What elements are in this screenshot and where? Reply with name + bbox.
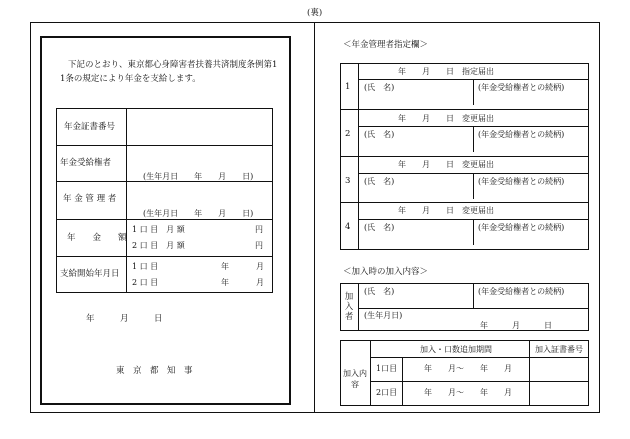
entry-3-header: 年 月 日 変更届出	[398, 160, 494, 169]
start-month-1: 月	[256, 262, 264, 271]
beneficiary-label: 年金受給権者	[60, 158, 112, 168]
manager-birth: (生年月日 年 月 日)	[143, 209, 254, 218]
row-1-range: 年 月〜 年 月	[424, 364, 512, 373]
beneficiary-birth: (生年月日 年 月 日)	[143, 172, 254, 181]
page-side-label: (裏)	[307, 8, 323, 18]
entry-4-header: 年 月 日 変更届出	[398, 206, 494, 215]
start-row-2: 2 口 目	[132, 278, 159, 287]
joiner-birth-ym: 年 月 日	[480, 321, 552, 330]
join-content-label: 加入内容	[343, 369, 367, 389]
governor-signature: 東 京 都 知 事	[116, 366, 193, 376]
amount-yen-1: 円	[255, 225, 263, 234]
row-2-label: 2口目	[376, 388, 398, 397]
joiner-label: 加入者	[344, 292, 354, 322]
amount-label: 年 金 額	[67, 233, 127, 243]
entry-1-number: 1	[345, 82, 351, 92]
entry-2-relation: (年金受給権者との続柄)	[478, 130, 565, 139]
start-year-1: 年	[221, 262, 229, 271]
cert-number-header: 加入証書番号	[535, 345, 583, 354]
entry-2-number: 2	[345, 129, 351, 139]
entry-2-header: 年 月 日 変更届出	[398, 114, 494, 123]
manager-label: 年 金 管 理 者	[63, 194, 117, 204]
row-1-label: 1口目	[376, 364, 398, 373]
entry-3-relation: (年金受給権者との続柄)	[478, 177, 565, 186]
manager-section-title: ＜年金管理者指定欄＞	[343, 40, 429, 50]
start-row-1: 1 口 目	[132, 262, 159, 271]
join-section-title: ＜加入時の加入内容＞	[343, 267, 429, 277]
entry-3-number: 3	[345, 176, 351, 186]
period-header: 加入・口数追加期間	[420, 345, 492, 354]
start-year-2: 年	[221, 278, 229, 287]
issue-date: 年 月 日	[86, 314, 163, 324]
entry-3-name: (氏 名)	[364, 177, 395, 186]
entry-4-relation: (年金受給権者との続柄)	[478, 223, 565, 232]
entry-2-name: (氏 名)	[364, 130, 395, 139]
pension-number-label: 年金証書番号	[64, 122, 116, 132]
intro-line-2: 1条の規定により年金を支給します。	[60, 74, 201, 84]
entry-1-header: 年 月 日 指定届出	[398, 67, 494, 76]
entry-1-name: (氏 名)	[364, 83, 395, 92]
amount-row-1: 1 口 目 月 額	[132, 225, 185, 234]
start-date-label: 支給開始年月日	[60, 269, 120, 279]
start-month-2: 月	[256, 278, 264, 287]
intro-line-1: 下記のとおり、東京都心身障害者扶養共済制度条例第1	[68, 60, 278, 70]
joiner-birth: (生年月日)	[364, 311, 403, 320]
row-2-range: 年 月〜 年 月	[424, 388, 512, 397]
center-fold	[314, 22, 315, 413]
entry-4-name: (氏 名)	[364, 223, 395, 232]
joiner-name: (氏 名)	[364, 287, 395, 296]
amount-yen-2: 円	[255, 241, 263, 250]
entry-1-relation: (年金受給権者との続柄)	[478, 83, 565, 92]
joiner-relation: (年金受給権者との続柄)	[478, 287, 565, 296]
amount-row-2: 2 口 目 月 額	[132, 241, 185, 250]
entry-4-number: 4	[345, 222, 351, 232]
